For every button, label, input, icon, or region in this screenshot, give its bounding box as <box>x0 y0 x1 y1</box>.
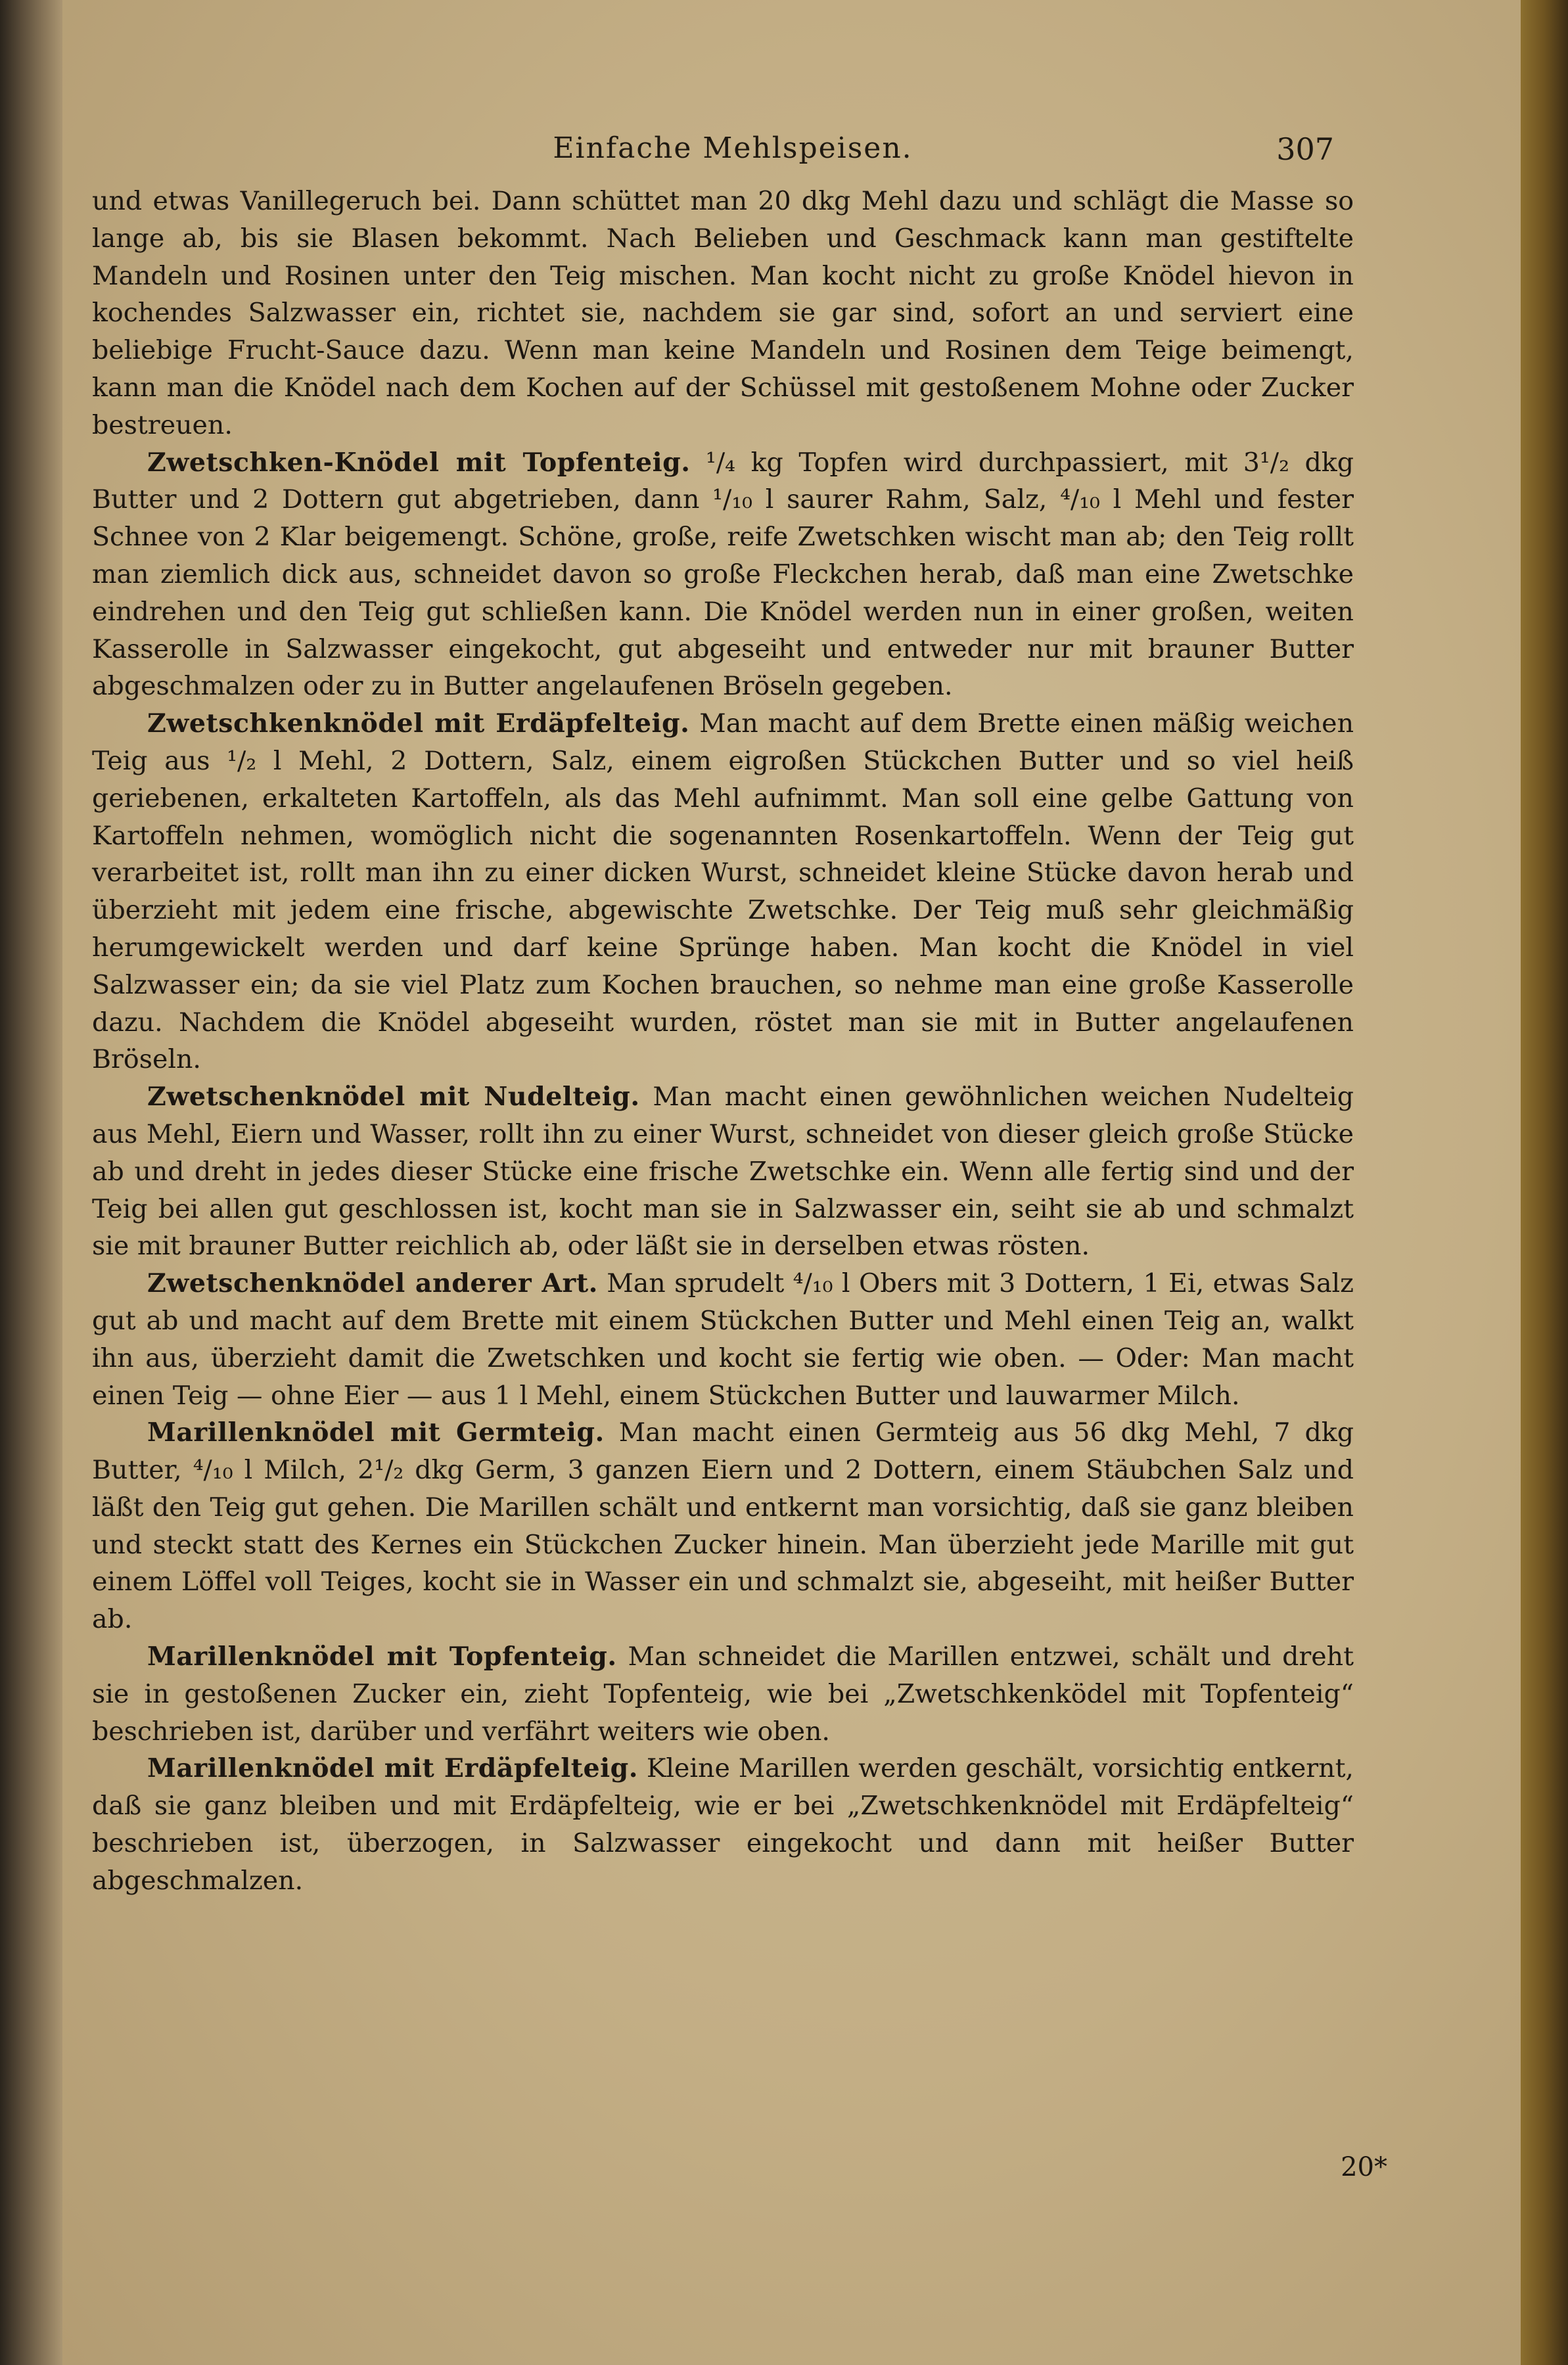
recipe-heading: Zwetschkenknödel mit Erdäpfelteig. <box>147 708 690 739</box>
paragraph-marillen-germteig <box>92 1414 1354 1638</box>
recipe-heading: Zwetschken-Knödel mit Topfenteig. <box>147 447 691 478</box>
recipe-heading: Marillenknödel mit Germteig. <box>147 1417 605 1448</box>
paragraph-text: und etwas Vanillegeruch bei. Dann schüttet man 20 dkg Mehl dazu und schlägt die Masse so lange ab, bis sie Blasen bekommt. Nach Belieben und Geschmack kann man gestiftelte Mandeln und Rosinen unter den Teig mischen. Man kocht nicht zu große Knödel hievon in kochendes Salzwasser ein, richtet sie, nachdem sie gar sind, sofort an und serviert eine beliebige Frucht-Sauce dazu. Wenn man keine Mandeln und Rosinen dem Teige beimengt, kann man die Knödel nach dem Kochen auf der Schüssel mit gestoßenem Mohne oder Zucker bestreuen. <box>92 186 1354 440</box>
recipe-heading: Zwetschenknödel mit Nudelteig. <box>147 1082 640 1113</box>
paragraph-text: Kleine Marillen werden geschält, vorsichtig entkernt, daß sie ganz bleiben und mit Erdäpfelteig, wie er bei „Zwetschkenknödel mit Erdäpfelteig“ beschrieben ist, überzogen, in Salzwasser eingekocht und dann mit heißer Butter abgeschmalzen. <box>92 1753 1354 1896</box>
paragraph-zwetschken-erdaepfelteig <box>92 705 1354 1078</box>
paragraph-zwetschen-nudelteig <box>92 1078 1354 1265</box>
paragraph-text: Man schneidet die Marillen entzwei, schält und dreht sie in gestoßenen Zucker ein, zieht Topfenteig, wie bei „Zwetschkenködel mit Topfenteig“ beschrieben ist, darüber und verfährt weiters wie oben. <box>92 1642 1354 1747</box>
signature-mark: 20* <box>1341 2152 1387 2182</box>
paragraph-zwetschen-anderer-art <box>92 1265 1354 1414</box>
paragraph-marillen-erdaepfelteig <box>92 1750 1354 1899</box>
running-title: Einfache Mehlspeisen. <box>553 131 913 165</box>
recipe-heading: Marillenknödel mit Topfenteig. <box>147 1642 617 1672</box>
paragraph-marillen-topfenteig <box>92 1638 1354 1750</box>
book-binding <box>0 0 62 2365</box>
paragraph-text: Man macht auf dem Brette einen mäßig weichen Teig aus ¹/₂ l Mehl, 2 Dottern, Salz, einem eigroßen Stückchen Butter und so viel heiß geriebenen, erkalteten Kartoffeln, als das Mehl aufnimmt. Man soll eine gelbe Gattung von Kartoffeln nehmen, womöglich nicht die sogenannten Rosenkartoffeln. Wenn der Teig gut verarbeitet ist, rollt man ihn zu einer dicken Wurst, schneidet kleine Stücke davon herab und überzieht mit jedem eine frische, abgewischte Zwetschke. Der Teig muß sehr gleichmäßig herumgewickelt werden und darf keine Sprünge haben. Man kocht die Knödel in viel Salzwasser ein; da sie viel Platz zum Kochen brauchen, so nehme man eine große Kasserolle dazu. Nachdem die Knödel abgeseiht wurden, röstet man sie mit in Butter angelaufenen Bröseln. <box>92 708 1354 1075</box>
recipe-heading: Zwetschenknödel anderer Art. <box>147 1268 598 1299</box>
paragraph-text: Man sprudelt ⁴/₁₀ l Obers mit 3 Dottern, 1 Ei, etwas Salz gut ab und macht auf dem Brette mit einem Stückchen Butter und Mehl einen Teig an, walkt ihn aus, überzieht damit die Zwetschken und kocht sie fertig wie oben. — Oder: Man macht einen Teig — ohne Eier — aus 1 l Mehl, einem Stückchen Butter und lauwarmer Milch. <box>92 1268 1354 1411</box>
recipe-heading: Marillenknödel mit Erdäpfelteig. <box>147 1753 638 1784</box>
paragraph-text: ¹/₄ kg Topfen wird durchpassiert, mit 3¹/₂ dkg Butter und 2 Dottern gut abgetrieben, dann ¹/₁₀ l saurer Rahm, Salz, ⁴/₁₀ l Mehl und fester Schnee von 2 Klar beigemengt. Schöne, große, reife Zwetschken wischt man ab; den Teig rollt man ziemlich dick aus, schneidet davon so große Fleckchen herab, daß man eine Zwetschke eindrehen und den Teig gut schließen kann. Die Knödel werden nun in einer großen, weiten Kasserolle in Salzwasser eingekocht, gut abgeseiht und entweder nur mit brauner Butter abgeschmalzen oder zu in Butter angelaufenen Bröseln gegeben. <box>92 447 1354 702</box>
paragraph-text: Man macht einen Germteig aus 56 dkg Mehl, 7 dkg Butter, ⁴/₁₀ l Milch, 2¹/₂ dkg Germ, 3 ganzen Eiern und 2 Dottern, einem Stäubchen Salz und läßt den Teig gut gehen. Die Marillen schält und entkernt man vorsichtig, daß sie ganz bleiben und steckt statt des Kernes ein Stückchen Zucker hinein. Man überzieht jede Marille mit gut einem Löffel voll Teiges, kocht sie in Wasser ein und schmalzt sie, abgeseiht, mit heißer Butter ab. <box>92 1417 1354 1635</box>
body-text <box>92 183 1354 1900</box>
running-header <box>131 131 1334 177</box>
paragraph-intro <box>92 183 1354 444</box>
page-edge <box>1521 0 1568 2365</box>
paragraph-text: Man macht einen gewöhnlichen weichen Nudelteig aus Mehl, Eiern und Wasser, rollt ihn zu einer Wurst, schneidet von dieser gleich große Stücke ab und dreht in jedes dieser Stücke eine frische Zwetschke ein. Wenn alle fertig sind und der Teig bei allen gut geschlossen ist, kocht man sie in Salzwasser ein, seiht sie ab und schmalzt sie mit brauner Butter reichlich ab, oder läßt sie in derselben etwas rösten. <box>92 1082 1354 1262</box>
paragraph-zwetschken-topfenteig <box>92 444 1354 706</box>
page-number: 307 <box>1276 131 1334 167</box>
